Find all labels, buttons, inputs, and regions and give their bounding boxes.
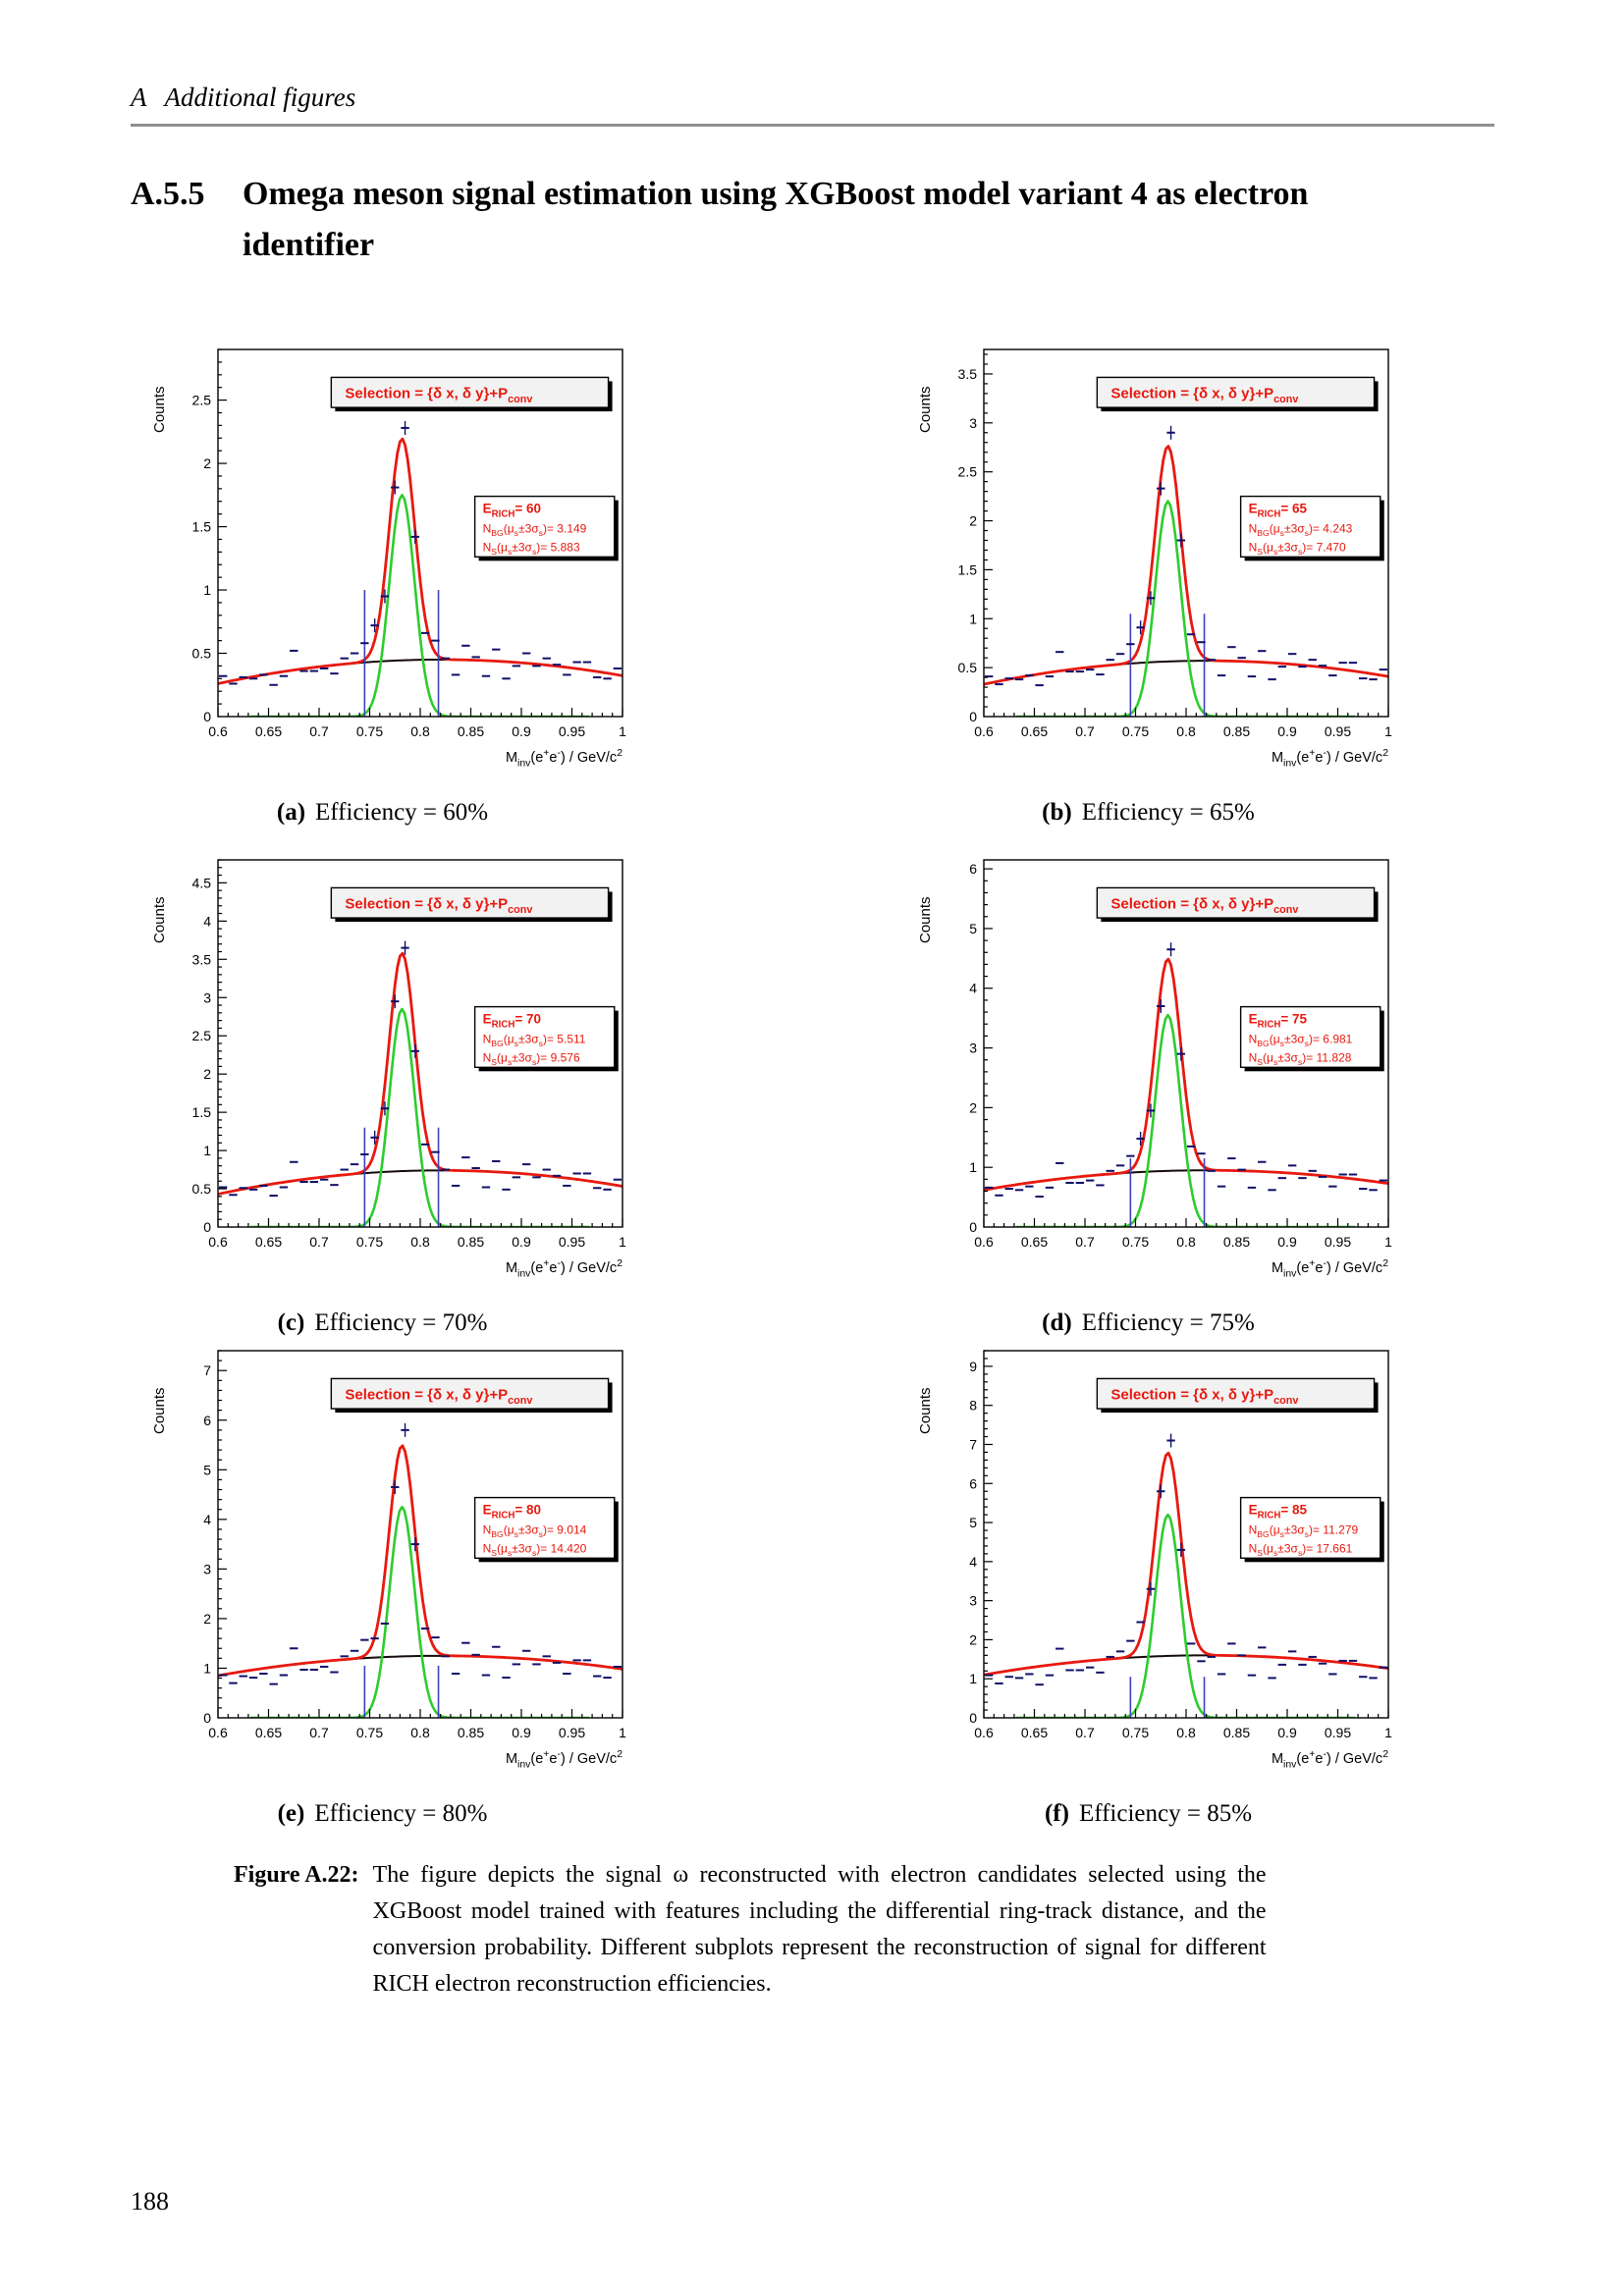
svg-text:0.85: 0.85 (457, 723, 485, 739)
svg-text:ERICH= 80: $E_{RICH}= 80$ (482, 1502, 542, 1522)
plot-block-b (900, 320, 1396, 827)
svg-text:3.5: 3.5 (957, 365, 977, 382)
svg-text:5: 5 (969, 1515, 977, 1531)
svg-text:0.9: 0.9 (512, 1234, 531, 1250)
svg-text:Selection = {δ x, δ y}+Pconv: Selection = {δ x, δ $y\}+P_{conv}$ (345, 895, 533, 916)
svg-text:0.75: 0.75 (355, 723, 384, 739)
svg-text:0.7: 0.7 (309, 723, 329, 739)
svg-text:0.95: 0.95 (558, 1725, 586, 1740)
plot-b-caption-text: Efficiency = 65% (1081, 799, 1255, 826)
svg-text:0.8: 0.8 (410, 1725, 430, 1740)
svg-text:1: 1 (203, 1660, 211, 1677)
svg-text:0.7: 0.7 (1075, 1725, 1095, 1740)
svg-text:ERICH= 60: $E_{RICH}= 60$ (482, 501, 542, 520)
svg-text:1.5: 1.5 (191, 518, 211, 535)
svg-text:6: 6 (203, 1412, 211, 1428)
plot-a-caption-label: (a) (276, 799, 306, 826)
plot-block-c (135, 830, 630, 1337)
svg-text:1: 1 (1384, 1234, 1392, 1250)
svg-text:0.85: 0.85 (1222, 1725, 1251, 1740)
svg-text:NS(μs±3σs)= 5.883: $N_S(\mu_s\pm 3\sigma_s)= 5.883$ (482, 540, 580, 558)
svg-text:0.7: 0.7 (1075, 723, 1095, 739)
svg-text:1: 1 (619, 1234, 626, 1250)
svg-text:0.95: 0.95 (1324, 723, 1352, 739)
plot-b-caption (900, 799, 1396, 827)
svg-text:3: 3 (969, 414, 977, 431)
svg-text:Minv(e+e-) / GeV/c2: $M_{inv}(e^+e^-) / GeV/c^2$ (505, 1257, 623, 1280)
svg-text:2: 2 (969, 1099, 977, 1116)
svg-text:Counts: Counts (917, 1387, 934, 1434)
svg-text:1: 1 (619, 1725, 626, 1740)
svg-text:0: 0 (203, 1219, 211, 1235)
svg-text:0.65: 0.65 (1020, 723, 1049, 739)
svg-text:0.5: 0.5 (957, 660, 977, 676)
svg-text:Selection = {δ x, δ y}+Pconv: Selection = {δ x, δ $y\}+P_{conv}$ (1110, 385, 1299, 405)
svg-text:NS(μs±3σs)= 9.576: $N_S(\mu_s\pm 3\sigma_s)= 9.576$ (482, 1050, 580, 1068)
svg-text:1: 1 (1384, 723, 1392, 739)
plot-d-canvas (900, 830, 1396, 1300)
svg-text:0.6: 0.6 (208, 1725, 228, 1740)
svg-text:Counts: Counts (151, 386, 168, 433)
svg-text:4: 4 (969, 980, 977, 996)
svg-text:0.9: 0.9 (512, 723, 531, 739)
running-head-number: A (131, 82, 147, 112)
svg-text:0.7: 0.7 (309, 1234, 329, 1250)
svg-text:0.8: 0.8 (410, 723, 430, 739)
plot-d-caption-text: Efficiency = 75% (1081, 1309, 1255, 1336)
svg-text:0.85: 0.85 (457, 1725, 485, 1740)
svg-text:1: 1 (203, 582, 211, 599)
plot-f-canvas (900, 1321, 1396, 1790)
section-number: A.5.5 (131, 176, 205, 212)
svg-text:NBG(μs±3σs)= 4.243: $N_{BG}(\mu_s\pm 3\sigma_s)= 4.243$ (1248, 521, 1353, 539)
svg-text:NBG(μs±3σs)= 9.014: $N_{BG}(\mu_s\pm 3\sigma_s)= 9.014$ (482, 1522, 587, 1540)
svg-text:0.8: 0.8 (1176, 1234, 1196, 1250)
plot-a-caption (135, 799, 630, 827)
svg-text:NBG(μs±3σs)= 6.981: $N_{BG}(\mu_s\pm 3\sigma_s)= 6.981$ (1248, 1032, 1353, 1049)
svg-text:0.5: 0.5 (191, 1181, 211, 1198)
svg-text:Minv(e+e-) / GeV/c2: $M_{inv}(e^+e^-) / GeV/c^2$ (505, 1748, 623, 1771)
plot-block-e (135, 1321, 630, 1828)
svg-text:7: 7 (969, 1436, 977, 1453)
plot-e-caption-label: (e) (277, 1800, 305, 1827)
svg-text:1: 1 (619, 723, 626, 739)
svg-text:0.6: 0.6 (974, 1234, 994, 1250)
svg-text:Counts: Counts (917, 386, 934, 433)
plot-c-caption-label: (c) (277, 1309, 305, 1336)
svg-text:7: 7 (203, 1362, 211, 1379)
svg-text:3: 3 (969, 1592, 977, 1609)
svg-text:Counts: Counts (151, 896, 168, 943)
figure-caption (234, 1857, 1309, 2002)
plot-f-caption-text: Efficiency = 85% (1078, 1800, 1253, 1827)
svg-text:3: 3 (203, 989, 211, 1006)
svg-text:ERICH= 85: $E_{RICH}= 85$ (1248, 1502, 1308, 1522)
svg-text:0.75: 0.75 (355, 1234, 384, 1250)
svg-text:0.6: 0.6 (974, 1725, 994, 1740)
page-number: 188 (131, 2187, 169, 2216)
svg-text:0.8: 0.8 (1176, 723, 1196, 739)
svg-text:0.7: 0.7 (309, 1725, 329, 1740)
svg-text:0: 0 (969, 709, 977, 724)
plot-b-caption-label: (b) (1042, 799, 1072, 826)
svg-text:NBG(μs±3σs)= 5.511: $N_{BG}(\mu_s\pm 3\sigma_s)= 5.511$ (482, 1032, 586, 1049)
svg-text:NBG(μs±3σs)= 3.149: $N_{BG}(\mu_s\pm 3\sigma_s)= 3.149$ (482, 521, 587, 539)
svg-text:8: 8 (969, 1397, 977, 1414)
svg-text:Selection = {δ x, δ y}+Pconv: Selection = {δ x, δ $y\}+P_{conv}$ (1110, 1386, 1299, 1407)
svg-text:4: 4 (969, 1553, 977, 1570)
plot-a-canvas (135, 320, 630, 789)
header-rule (131, 124, 1494, 127)
svg-text:NS(μs±3σs)= 7.470: $N_S(\mu_s\pm 3\sigma_s)= 7.470$ (1248, 540, 1346, 558)
section-title: Omega meson signal estimation using XGBoost model variant 4 as electron identifier (243, 176, 1309, 263)
svg-text:4.5: 4.5 (191, 875, 211, 891)
running-head (131, 82, 355, 113)
svg-text:2: 2 (969, 1631, 977, 1648)
svg-text:2.5: 2.5 (191, 1028, 211, 1044)
svg-text:2: 2 (203, 455, 211, 472)
svg-text:0.95: 0.95 (558, 1234, 586, 1250)
svg-text:0.75: 0.75 (1121, 1725, 1150, 1740)
svg-text:NS(μs±3σs)= 14.420: $N_S(\mu_s\pm 3\sigma_s)= 14.420$ (482, 1541, 587, 1559)
svg-text:0.8: 0.8 (1176, 1725, 1196, 1740)
plot-f-caption-label: (f) (1044, 1800, 1069, 1827)
plot-d-caption-label: (d) (1042, 1309, 1072, 1336)
svg-text:2.5: 2.5 (191, 392, 211, 408)
svg-text:0: 0 (969, 1219, 977, 1235)
svg-text:4: 4 (203, 1511, 211, 1527)
plot-c-caption-text: Efficiency = 70% (314, 1309, 488, 1336)
svg-text:0.6: 0.6 (974, 723, 994, 739)
svg-text:4: 4 (203, 913, 211, 930)
svg-text:3.5: 3.5 (191, 951, 211, 968)
svg-text:0.85: 0.85 (457, 1234, 485, 1250)
svg-text:0.65: 0.65 (254, 723, 283, 739)
svg-text:0: 0 (203, 1710, 211, 1726)
svg-text:1: 1 (969, 1671, 977, 1687)
svg-text:0.6: 0.6 (208, 723, 228, 739)
svg-text:0.85: 0.85 (1222, 1234, 1251, 1250)
plot-block-d (900, 830, 1396, 1337)
svg-text:0.9: 0.9 (1277, 1725, 1297, 1740)
figure-caption-label: Figure A.22: (234, 1862, 359, 1888)
section-heading (131, 169, 1372, 271)
plot-e-caption (135, 1800, 630, 1828)
svg-text:Minv(e+e-) / GeV/c2: $M_{inv}(e^+e^-) / GeV/c^2$ (1271, 1257, 1388, 1280)
svg-text:2: 2 (203, 1066, 211, 1083)
svg-text:Selection = {δ x, δ y}+Pconv: Selection = {δ x, δ $y\}+P_{conv}$ (1110, 895, 1299, 916)
svg-text:0.6: 0.6 (208, 1234, 228, 1250)
svg-text:0.65: 0.65 (254, 1725, 283, 1740)
svg-text:Counts: Counts (917, 896, 934, 943)
svg-text:ERICH= 75: $E_{RICH}= 75$ (1248, 1011, 1308, 1031)
svg-text:1: 1 (1384, 1725, 1392, 1740)
plot-f-caption (900, 1800, 1396, 1828)
svg-text:Minv(e+e-) / GeV/c2: $M_{inv}(e^+e^-) / GeV/c^2$ (1271, 747, 1388, 770)
svg-text:0: 0 (203, 709, 211, 724)
plot-block-f (900, 1321, 1396, 1828)
svg-text:0.9: 0.9 (512, 1725, 531, 1740)
svg-text:NS(μs±3σs)= 11.828: $N_S(\mu_s\pm 3\sigma_s)= 11.828$ (1248, 1050, 1352, 1068)
svg-text:ERICH= 65: $E_{RICH}= 65$ (1248, 501, 1308, 520)
svg-text:0.75: 0.75 (355, 1725, 384, 1740)
svg-text:5: 5 (203, 1462, 211, 1478)
svg-text:Selection = {δ x, δ y}+Pconv: Selection = {δ x, δ $y\}+P_{conv}$ (345, 1386, 533, 1407)
svg-text:0.7: 0.7 (1075, 1234, 1095, 1250)
running-head-title: Additional figures (164, 82, 356, 112)
svg-text:2: 2 (969, 512, 977, 529)
svg-text:0.5: 0.5 (191, 645, 211, 662)
plot-b-canvas (900, 320, 1396, 789)
plot-block-a (135, 320, 630, 827)
svg-text:1: 1 (969, 611, 977, 627)
svg-text:2.5: 2.5 (957, 463, 977, 480)
svg-text:Minv(e+e-) / GeV/c2: $M_{inv}(e^+e^-) / GeV/c^2$ (505, 747, 623, 770)
svg-text:3: 3 (969, 1040, 977, 1056)
svg-text:0.95: 0.95 (558, 723, 586, 739)
plot-a-caption-text: Efficiency = 60% (315, 799, 489, 826)
plot-c-canvas (135, 830, 630, 1300)
svg-text:NS(μs±3σs)= 17.661: $N_S(\mu_s\pm 3\sigma_s)= 17.661$ (1248, 1541, 1353, 1559)
svg-text:ERICH= 70: $E_{RICH}= 70$ (482, 1011, 542, 1031)
svg-text:0.85: 0.85 (1222, 723, 1251, 739)
figure-caption-text: The figure depicts the signal ω reconstructed with electron candidates selected using the XGBoost model trained with features including the differential ring-track distance, and the conversion probability. Different subplots represent the reconstruction of signal for different RICH electron reconstruction efficiencies. (372, 1862, 1267, 1997)
plot-e-canvas (135, 1321, 630, 1790)
svg-text:0.9: 0.9 (1277, 723, 1297, 739)
svg-text:1: 1 (203, 1143, 211, 1159)
svg-text:5: 5 (969, 920, 977, 936)
svg-text:0.95: 0.95 (1324, 1234, 1352, 1250)
svg-text:Selection = {δ x, δ y}+Pconv: Selection = {δ x, δ $y\}+P_{conv}$ (345, 385, 533, 405)
svg-text:9: 9 (969, 1358, 977, 1374)
svg-text:3: 3 (203, 1561, 211, 1577)
svg-text:1: 1 (969, 1159, 977, 1176)
svg-text:6: 6 (969, 861, 977, 878)
svg-text:0.8: 0.8 (410, 1234, 430, 1250)
svg-text:2: 2 (203, 1610, 211, 1627)
svg-text:6: 6 (969, 1475, 977, 1492)
svg-text:0.75: 0.75 (1121, 723, 1150, 739)
svg-text:0.65: 0.65 (1020, 1725, 1049, 1740)
svg-text:1.5: 1.5 (191, 1104, 211, 1121)
svg-text:0: 0 (969, 1710, 977, 1726)
svg-text:0.65: 0.65 (254, 1234, 283, 1250)
svg-text:0.75: 0.75 (1121, 1234, 1150, 1250)
svg-text:Minv(e+e-) / GeV/c2: $M_{inv}(e^+e^-) / GeV/c^2$ (1271, 1748, 1388, 1771)
svg-text:0.9: 0.9 (1277, 1234, 1297, 1250)
svg-text:NBG(μs±3σs)= 11.279: $N_{BG}(\mu_s\pm 3\sigma_s)= 11.279$ (1248, 1522, 1359, 1540)
svg-text:0.95: 0.95 (1324, 1725, 1352, 1740)
svg-text:Counts: Counts (151, 1387, 168, 1434)
plot-e-caption-text: Efficiency = 80% (314, 1800, 488, 1827)
svg-text:0.65: 0.65 (1020, 1234, 1049, 1250)
svg-text:1.5: 1.5 (957, 561, 977, 578)
